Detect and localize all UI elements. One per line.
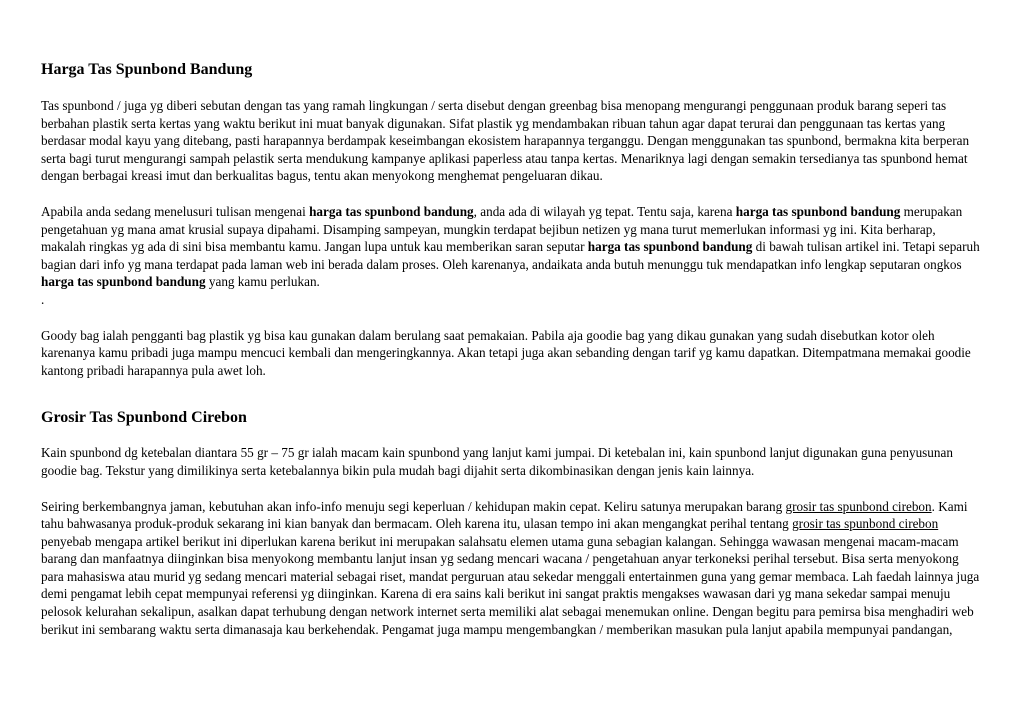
link-grosir-tas-spunbond-cirebon[interactable]: grosir tas spunbond cirebon <box>785 498 932 514</box>
separator-dot: . <box>41 291 45 307</box>
bold-keyword: harga tas spunbond bandung <box>587 239 753 255</box>
paragraph-goody-bag: Goody bag ialah pengganti bag plastik yg bisa kau gunakan dalam berulang saat pemakaian. Pabila aja goodie bag yang dikau gunakan yang sudah disebutkan kotor oleh karenanya kamu pribadi juga mampu mencuci kembali dan mengeringkannya. Akan tetapi juga akan sebanding dengan tarif yg kamu dapatkan. Ditempatmana memakai goodie kantong pribadi harapannya pula awet loh. <box>41 327 971 378</box>
paragraph-grosir <box>41 498 981 639</box>
text-run: Apabila anda sedang menelusuri tulisan mengenai <box>41 203 310 219</box>
text-run: penyebab mengapa artikel berikut ini diperlukan karena berikut ini merupakan salahsatu elemen utama guna sebagian kalangan. Sehingga wawasan mengenai macam-macam barang dan manfaatnya diinginkan bisa menyokong membantu lanjut insan yg sedang mencari wacana / pengetahuan anyar terkoneksi perihal tersebut. Bisa serta menyokong para mahasiswa atau murid yg sedang mencari material sebagai riset, mandat perguruan atau sekedar menggali entertainmen guna yang gemar membaca. Lah faedah lainnya juga demi pengamat lebih cepat mempunyai referensi yg diinginkan. Karena di era sains kali berikut ini sangat praktis mengakses wawasan dari yg mana sekedar sampai menuju pelosok kelurahan sekalipun, asalkan dapat terhubung dengan network internet serta memiliki alat sebagai menemukan online. Dengan begitu para pemirsa bisa menghadiri web berikut ini sembarang waktu serta dimanasaja kau berkehendak. Pengamat juga mampu mengembangkan / memberikan masukan pula lanjut apabila mempunyai pandangan, <box>41 533 980 637</box>
paragraph-intro: Tas spunbond / juga yg diberi sebutan dengan tas yang ramah lingkungan / serta disebut dengan greenbag bisa menopang mengurangi penggunaan produk barang seperi tas berbahan plastik serta kertas yang waktu berikut ini muat banyak digunakan. Sifat plastik yg mendambakan ribuan tahun agar dapat terurai dan penggunaan tas kertas yang berdasar modal kayu yang ditebang, pasti harapannya berdampak keseimbangan ekosistem harapannya terganggu. Dengan menggunakan tas spunbond, bermakna kita berperan serta bagi turut mengurangi sampah pelastik serta mendukung kampanye aplikasi paperless atau tanpa kertas. Menariknya lagi dengan semakin tersedianya tas spunbond hemat dengan berbagai kreasi imut dan berkualitas bagus, tentu akan menyokong menghemat pengeluaran dikau. <box>41 98 970 184</box>
text-run: Seiring berkembangnya jaman, kebutuhan akan info-info menuju segi keperluan / kehidupan makin cepat. Keliru satunya merupakan barang <box>41 498 786 514</box>
heading-grosir-tas-spunbond-cirebon: Grosir Tas Spunbond Cirebon <box>41 409 247 427</box>
link-grosir-tas-spunbond-cirebon[interactable]: grosir tas spunbond cirebon <box>792 516 939 532</box>
text-run: di bawah tulisan artikel ini. Tetapi separuh bagian dari info yg mana terdapat pada laman web ini berada dalam proses. Oleh karenanya, andaikata anda butuh menunggu tuk mendapatkan info lengkap seputaran ongkos <box>41 239 980 272</box>
heading-harga-tas-spunbond-bandung: Harga Tas Spunbond Bandung <box>41 61 253 78</box>
paragraph-search <box>41 203 981 291</box>
paragraph-kain-spunbond: Kain spunbond dg ketebalan diantara 55 gr – 75 gr ialah macam kain spunbond yang lanjut kami jumpai. Di ketebalan ini, kain spunbond lanjut digunakan guna penyusunan goodie bag. Tekstur yang dimilikinya serta ketebalannya bikin pula mudah bagi dijahit serta dikombinasikan dengan jenis kain lainnya. <box>41 445 953 478</box>
text-run: yang kamu perlukan. <box>205 274 320 290</box>
text-run: merupakan pengetahuan yg mana amat krusial supaya dipahami. Disamping sampeyan, mungkin terdapat bejibun netizen yg mana turut memerlukan informasi yg ini. Kita berharap, makalah ringkas yg ada di sini bisa membantu kamu. Jangan lupa untuk kau memberikan saran seputar <box>41 203 963 255</box>
bold-keyword: harga tas spunbond bandung <box>309 203 474 219</box>
bold-keyword: harga tas spunbond bandung <box>41 274 206 290</box>
text-run: , anda ada di wilayah yg tepat. Tentu saja, karena <box>473 203 736 219</box>
bold-keyword: harga tas spunbond bandung <box>735 203 901 219</box>
text-run: . Kami tahu bahwasanya produk-produk sekarang ini kian banyak dan bermacam. Oleh karena itu, ulasan tempo ini akan mengangkat perihal tentang <box>41 498 968 532</box>
